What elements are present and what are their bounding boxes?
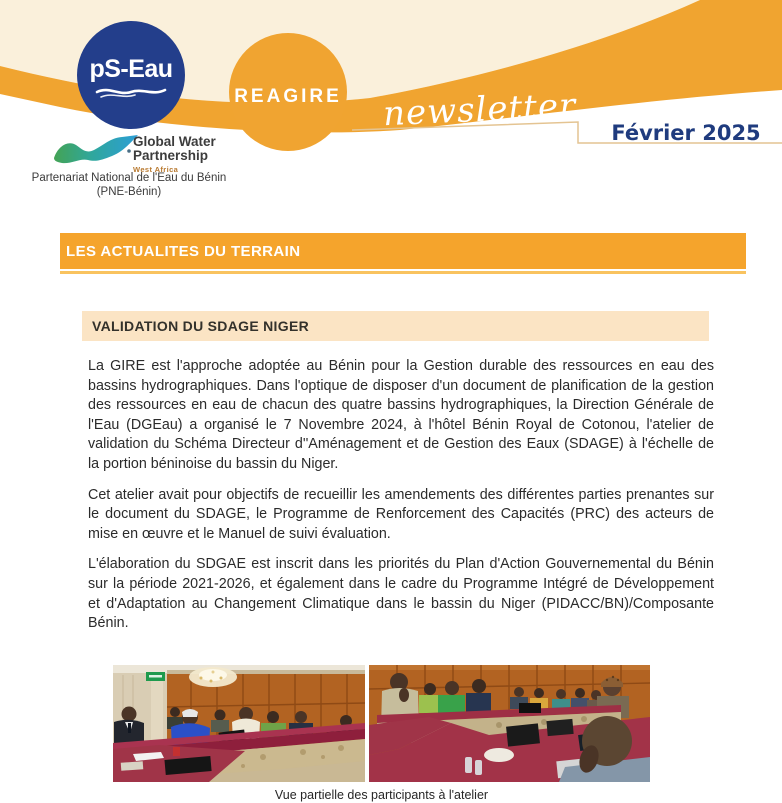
partner-name <box>28 171 230 199</box>
article-title: VALIDATION DU SDAGE NIGER <box>92 318 309 334</box>
gwp-wave-icon <box>52 134 140 170</box>
workshop-photo-right <box>369 665 650 782</box>
ps-eau-label: pS-Eau <box>89 54 173 83</box>
article-title-banner <box>82 311 709 341</box>
ps-eau-wave-icon <box>95 84 167 100</box>
newsletter-script-text: newsletter <box>382 85 578 135</box>
photo-caption: Vue partielle des participants à l'atelier <box>274 788 489 802</box>
article-body <box>88 357 714 634</box>
partner-line2: (PNE-Bénin) <box>96 186 162 198</box>
reagire-badge <box>229 33 347 151</box>
ps-eau-logo <box>77 21 185 129</box>
section-banner <box>60 233 746 269</box>
article-paragraph: Cet atelier avait pour objectifs de recueillir les amendements des différentes parties prenantes sur le document du SDAGE, le Programme de Renforcement des Capacités (PRC) des acteurs de mise en œuvre et le Manuel de suivi évaluation. <box>88 486 714 542</box>
article-paragraph: L'élaboration du SDGAE est inscrit dans les priorités du Plan d'Action Gouvernemental du Bénin sur la période 2021-2026, et également dans le cadre du Programme Intégré de Développement et d'Adaptation au Changement Climatique dans le bassin du Niger (PIDACC/BN)/Composante Bénin. <box>88 556 714 632</box>
article-paragraph: La GIRE est l'approche adoptée au Bénin pour la Gestion durable des ressources en eau des bassins hydrographiques. Dans l'optique de disposer d'un document de planification de la gestion des ressources en eau de chacun des quatre bassins hydrographiques, la Direction Générale de l'Eau (DGEau) a organisé le 7 Novembre 2024, à l'hôtel Bénin Royal de Cotonou, l'atelier de validation du Schéma Directeur d''Aménagement et de Gestion des Eaux (SDAGE) à l'échelle de la portion béninoise du bassin du Niger. <box>88 358 714 472</box>
exit-sign <box>146 672 165 681</box>
workshop-photo-left <box>113 665 365 782</box>
gwp-line2: Partnership <box>133 148 209 163</box>
issue-date: Février 2025 <box>611 121 761 145</box>
section-banner-title: LES ACTUALITES DU TERRAIN <box>66 242 301 260</box>
reagire-label: REAGIRE <box>234 86 342 107</box>
gwp-line1: Global Water <box>133 134 216 149</box>
chandelier <box>189 667 237 687</box>
partner-line1: Partenariat National de l'Eau du Bénin <box>31 172 227 184</box>
section-banner-underline <box>60 271 746 274</box>
gwp-line3: West Africa <box>133 165 179 174</box>
workshop-photos <box>113 665 650 782</box>
